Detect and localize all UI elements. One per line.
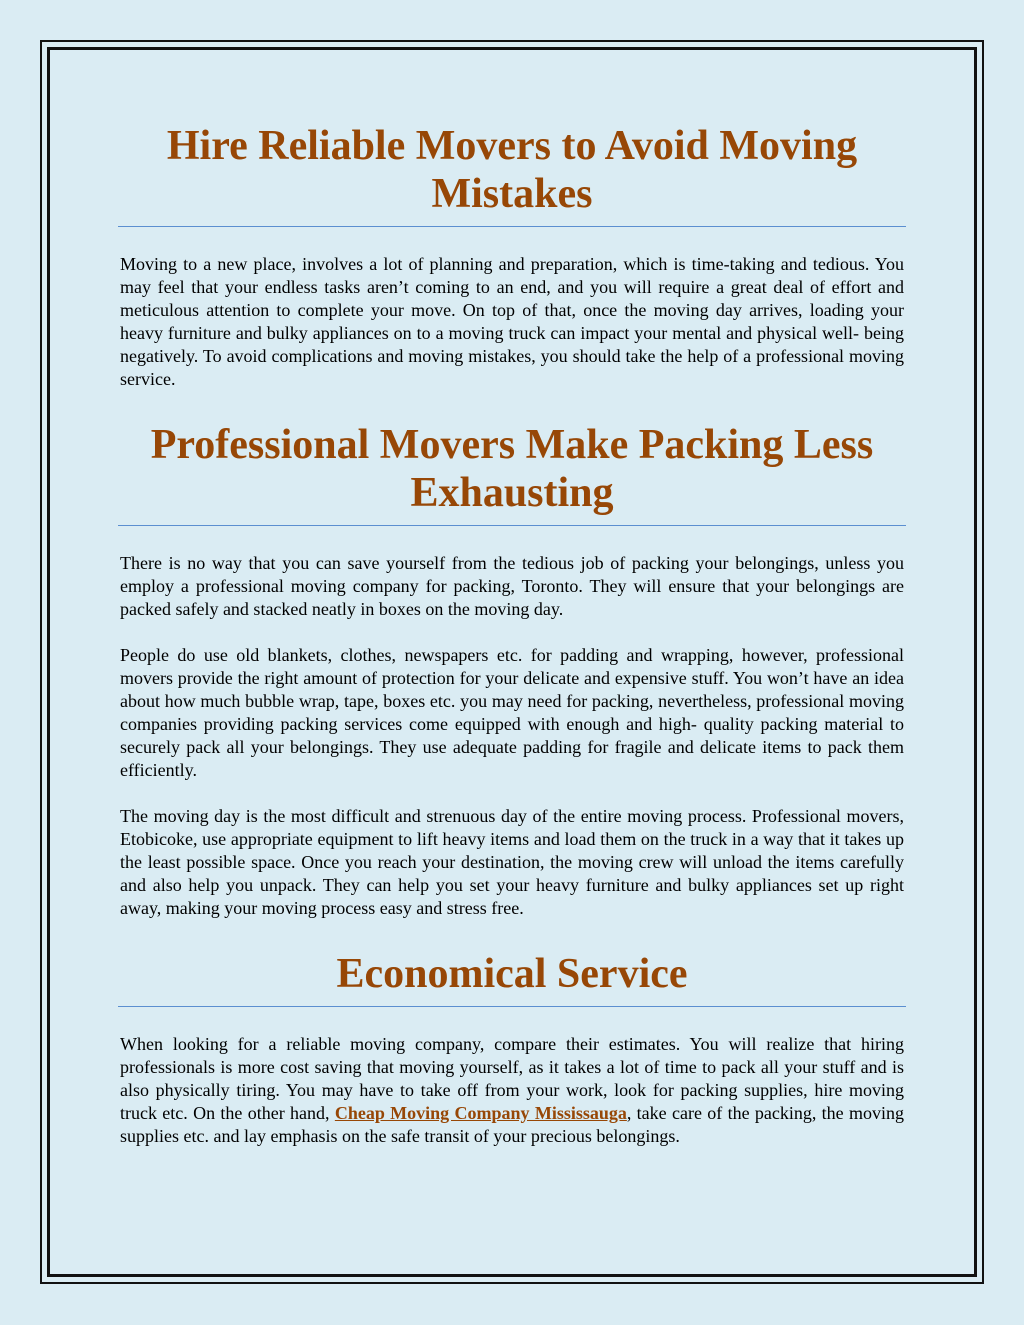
paragraph-economical-text-after: , take care of the packing, the moving supplies etc. and lay emphasis on the safe transit of your precious belongings. (120, 1103, 904, 1146)
section-professional-movers-packing (120, 421, 904, 920)
heading-underline (118, 525, 906, 526)
heading-professional-movers-packing: Professional Movers Make Packing Less Exhausting (150, 422, 874, 516)
heading-hire-reliable-movers: Hire Reliable Movers to Avoid Moving Mistakes (166, 123, 858, 217)
paragraph-packing-1: There is no way that you can save yourself from the tedious job of packing your belongings, unless you employ a professional moving company for packing, Toronto. They will ensure that your belongings are packed safely and stacked neatly in boxes on the moving day. (120, 553, 904, 619)
paragraph-packing-3: The moving day is the most difficult and strenuous day of the entire moving process. Professional movers, Etobicoke, use appropriate equipment to lift heavy items and load them on the truck in a way that it takes up the least possible space. Once you reach your destination, the moving crew will unload the items carefully and also help you unpack. They can help you set your heavy furniture and bulky appliances set up right away, making your moving process easy and stress free. (120, 806, 904, 918)
document-body (120, 122, 904, 1148)
paragraph-economical (120, 1033, 904, 1148)
section-hire-reliable-movers (120, 122, 904, 391)
paragraph-economical-text-before: When looking for a reliable moving company, compare their estimates. You will realize that hiring professionals is more cost saving that moving yourself, as it takes a lot of time to pack all your stuff and is also physically tiring. You may have to take off from your work, look for packing supplies, hire moving truck etc. On the other hand, (120, 1034, 904, 1123)
cheap-moving-company-link[interactable]: Cheap Moving Company Mississauga (334, 1103, 627, 1123)
section-economical-service (120, 950, 904, 1148)
paragraph-packing-2: People do use old blankets, clothes, newspapers etc. for padding and wrapping, however, professional movers provide the right amount of protection for your delicate and expensive stuff. You won’t have an idea about how much bubble wrap, tape, boxes etc. you may need for packing, nevertheless, professional moving companies providing packing services come equipped with enough and high- quality packing material to securely pack all your belongings. They use adequate padding for fragile and delicate items to pack them efficiently. (120, 645, 904, 780)
paragraph-intro: Moving to a new place, involves a lot of planning and preparation, which is time-taking and tedious. You may feel that your endless tasks aren’t coming to an end, and you will require a great deal of effort and meticulous attention to complete your move. On top of that, once the moving day arrives, loading your heavy furniture and bulky appliances on to a moving truck can impact your mental and physical well- being negatively. To avoid complications and moving mistakes, you should take the help of a professional moving service. (120, 254, 904, 389)
heading-underline (118, 226, 906, 227)
heading-economical-service: Economical Service (336, 951, 688, 997)
heading-underline (118, 1006, 906, 1007)
